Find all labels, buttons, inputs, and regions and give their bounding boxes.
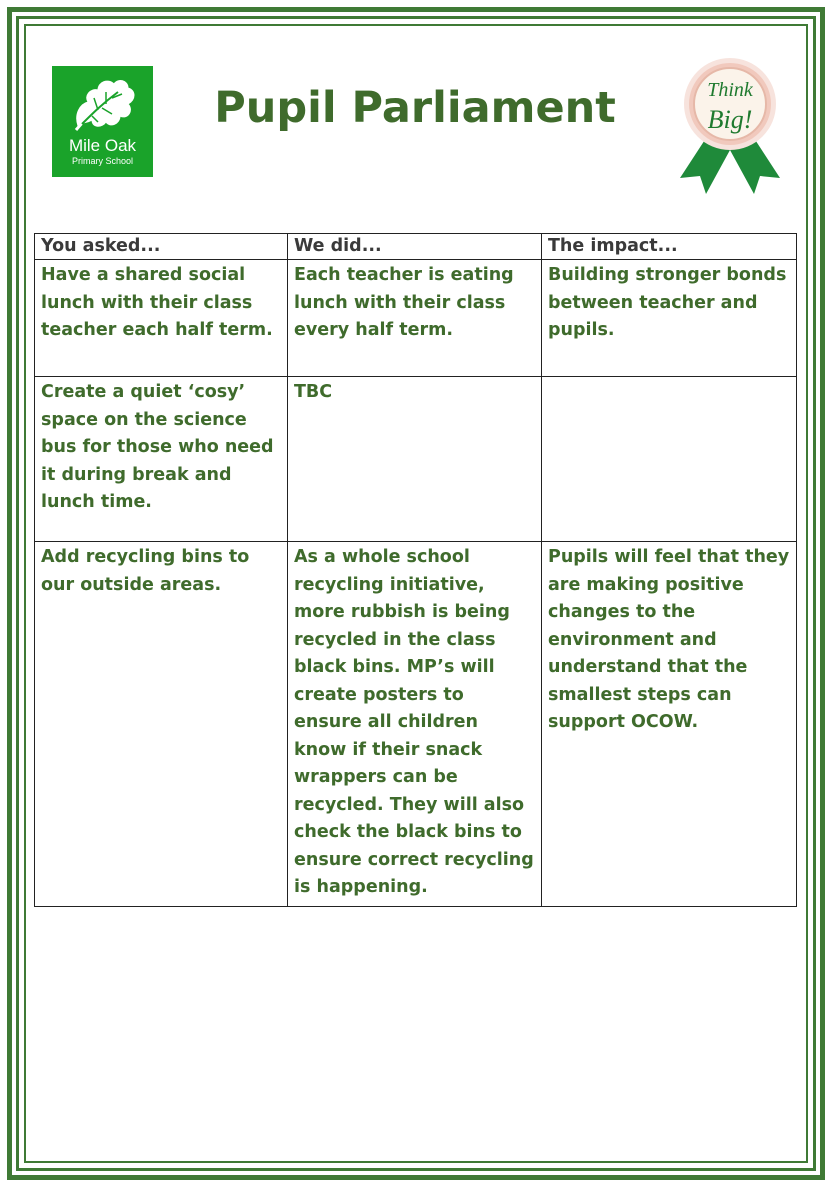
parliament-table — [34, 233, 797, 907]
table-cell: Have a shared social lunch with their class teacher each half term. — [35, 260, 288, 377]
table-row — [35, 260, 797, 377]
column-header-you-asked: You asked... — [35, 234, 288, 260]
badge-line-2: Big! — [707, 105, 753, 134]
table-cell: Add recycling bins to our outside areas. — [35, 542, 288, 907]
table-header-row — [35, 234, 797, 260]
page-title: Pupil Parliament — [214, 83, 616, 133]
column-header-we-did: We did... — [288, 234, 542, 260]
table-cell — [542, 377, 797, 542]
table-cell: TBC — [288, 377, 542, 542]
table-cell: Pupils will feel that they are making positive changes to the environment and understand that the smallest steps can support OCOW. — [542, 542, 797, 907]
column-header-impact: The impact... — [542, 234, 797, 260]
table-cell: Create a quiet ‘cosy’ space on the science bus for those who need it during break and lunch time. — [35, 377, 288, 542]
oak-leaf-icon — [68, 74, 138, 136]
table-cell: Each teacher is eating lunch with their class every half term. — [288, 260, 542, 377]
logo-school-name: Mile Oak — [68, 136, 137, 155]
logo-school-subtitle: Primary School — [71, 156, 134, 166]
badge-line-1: Think — [707, 79, 753, 101]
table-cell: As a whole school recycling initiative, more rubbish is being recycled in the class black bins. MP’s will create posters to ensure all children know if their snack wrappers can be recycled. They will also check the black bins to ensure correct recycling is happening. — [288, 542, 542, 907]
table-row — [35, 542, 797, 907]
school-logo — [52, 66, 153, 177]
think-big-rosette — [676, 58, 784, 198]
table-row — [35, 377, 797, 542]
table-cell: Building stronger bonds between teacher and pupils. — [542, 260, 797, 377]
